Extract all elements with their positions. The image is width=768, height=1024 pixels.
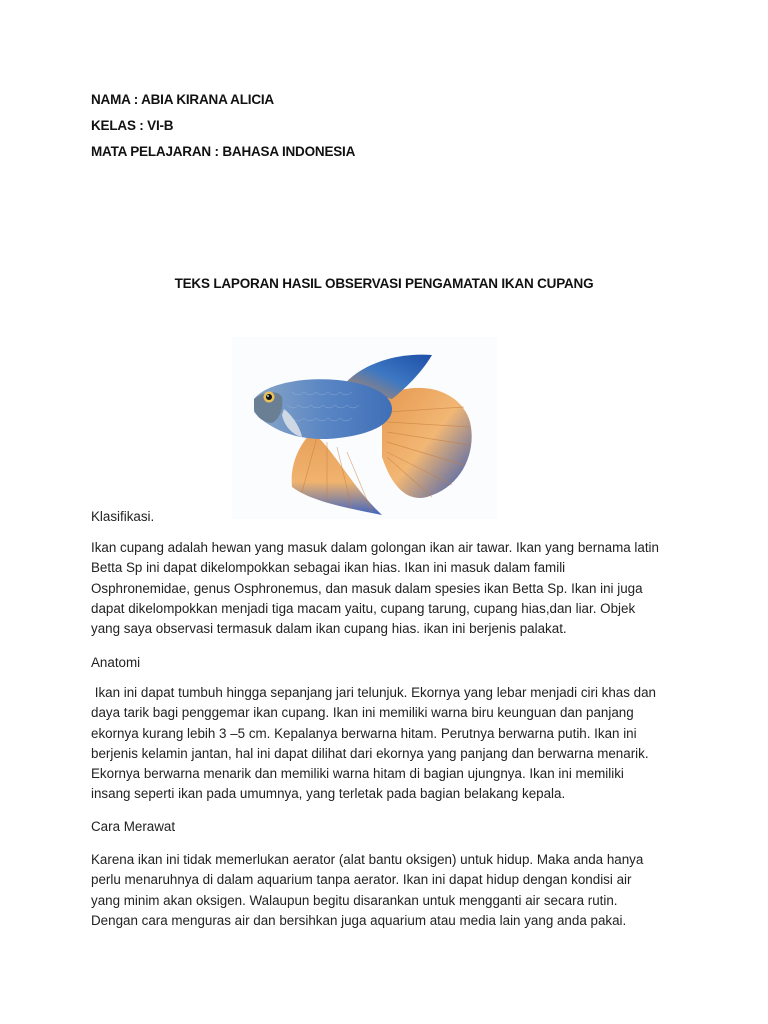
text-line: Ikan ini dapat tumbuh hingga sepanjang jari telunjuk. Ekornya yang lebar menjadi ciri khas dan — [91, 685, 656, 700]
betta-fish-image — [232, 337, 497, 519]
document-title: TEKS LAPORAN HASIL OBSERVASI PENGAMATAN IKAN CUPANG — [174, 276, 594, 291]
text-line: Karena ikan ini tidak memerlukan aerator (alat bantu oksigen) untuk hidup. Maka anda hanya — [91, 852, 644, 867]
text-line: berjenis kelamin jantan, hal ini dapat dilihat dari ekornya yang panjang dan berwarna menarik. — [91, 745, 649, 761]
student-class: KELAS : VI-B — [91, 118, 174, 133]
student-name: NAMA : ABIA KIRANA ALICIA — [91, 92, 274, 107]
text-line: Dengan cara menguras air dan bersihkan juga aquarium atau media lain yang anda pakai. — [91, 912, 627, 928]
text-line: Ikan cupang adalah hewan yang masuk dalam golongan ikan air tawar. Ikan yang bernama latin — [91, 540, 659, 555]
text-line: daya tarik bagi penggemar ikan cupang. Ikan ini memiliki warna biru keunguan dan panjang — [91, 705, 634, 721]
text-line: Ekornya berwarna menarik dan memiliki warna hitam di bagian ujungnya. Ikan ini memiliki — [91, 766, 624, 782]
paragraph-cara-merawat — [91, 850, 691, 931]
text-line: ekornya kurang lebih 3 –5 cm. Kepalanya berwarna hitam. Perutnya berwarna putih. Ikan ini — [91, 725, 637, 741]
paragraph-klasifikasi — [91, 538, 691, 639]
section-heading-klasifikasi: Klasifikasi. — [91, 509, 155, 524]
text-line: Betta Sp ini dapat dikelompokkan sebagai ikan hias. Ikan ini masuk dalam famili — [91, 560, 566, 576]
text-line: insang seperti ikan pada umumnya, yang terletak pada bagian belakang kepala. — [91, 786, 566, 802]
fish-illustration — [232, 337, 497, 519]
text-line: Osphronemidae, genus Osphronemus, dan masuk dalam spesies ikan Betta Sp. Ikan ini juga — [91, 580, 643, 596]
section-heading-cara-merawat: Cara Merawat — [91, 819, 176, 834]
text-line: perlu menaruhnya di dalam aquarium tanpa aerator. Ikan ini dapat hidup dengan kondisi air — [91, 872, 632, 888]
text-line: yang saya observasi termasuk dalam ikan cupang hias. ikan ini berjenis palakat. — [91, 621, 567, 637]
subject-line: MATA PELAJARAN : BAHASA INDONESIA — [91, 144, 356, 159]
section-heading-anatomi: Anatomi — [91, 655, 141, 670]
paragraph-anatomi — [91, 683, 691, 805]
text-line: dapat dikelompokkan menjadi tiga macam yaitu, cupang tarung, cupang hias,dan liar. Objek — [91, 600, 636, 616]
text-line: yang minim akan oksigen. Walaupun begitu disarankan untuk mengganti air secara rutin. — [91, 892, 618, 908]
